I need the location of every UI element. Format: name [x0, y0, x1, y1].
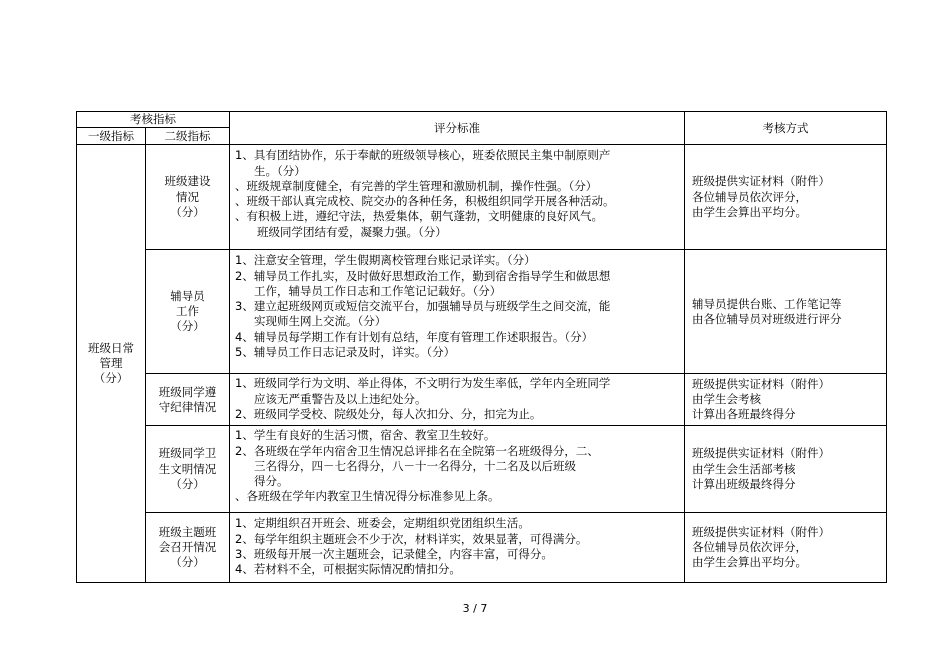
scoring-criteria: 1、具有团结协作，乐于奉献的班级领导核心，班委依照民主集中制原则产 生。（分） 、班级规章制度健全，有完善的学生管理和激励机制，操作性强。（分） 、班级干部认真完成校、院交办的各种任务，积极组织同学开展各种活动。 、有积极上进，遵纪守法，热爱集体，朝气蓬勃，文明健康的良好风气。 班级同学团结有爱，凝聚力强。（分）	[230, 145, 685, 250]
level2-indicator: 班级同学卫 生文明情况 （分）	[146, 426, 230, 513]
scoring-criteria: 1、定期组织召开班会、班委会，定期组织党团组织生活。 2、每学年组织主题班会不少于次，材料详实，效果显著，可得满分。 3、班级每开展一次主题班会，记录健全，内容丰富，可得分。 4、若材料不全，可根据实际情况酌情扣分。	[230, 513, 685, 583]
level2-indicator: 班级建设 情况 （分）	[146, 145, 230, 250]
table-row	[77, 426, 887, 513]
assessment-method: 班级提供实证材料（附件） 由学生会考核 计算出各班最终得分	[685, 374, 887, 426]
level1-indicator: 班级日常 管理 （分）	[77, 145, 146, 583]
header-criteria: 评分标准	[230, 112, 685, 145]
level2-indicator: 班级主题班 会召开情况 （分）	[146, 513, 230, 583]
level2-indicator: 班级同学遵 守纪律情况	[146, 374, 230, 426]
table-row	[77, 374, 887, 426]
scoring-criteria: 1、学生有良好的生活习惯，宿舍、教室卫生较好。 2、各班级在学年内宿舍卫生情况总评排名在全院第一名班级得分，二、 三名得分，四－七名得分，八－十一名得分，十二名及以后班级 得分。 、各班级在学年内教室卫生情况得分标准参见上条。	[230, 426, 685, 513]
table-row	[77, 250, 887, 374]
level2-indicator: 辅导员 工作 （分）	[146, 250, 230, 374]
assessment-method: 班级提供实证材料（附件） 各位辅导员依次评分， 由学生会算出平均分。	[685, 513, 887, 583]
assessment-method: 辅导员提供台账、工作笔记等 由各位辅导员对班级进行评分	[685, 250, 887, 374]
table-row	[77, 513, 887, 583]
scoring-criteria: 1、班级同学行为文明、举止得体，不文明行为发生率低，学年内全班同学 应该无严重警告及以上违纪处分。 2、班级同学受校、院级处分，每人次扣分、分，扣完为止。	[230, 374, 685, 426]
scoring-criteria: 1、注意安全管理，学生假期离校管理台账记录详实。（分） 2、辅导员工作扎实，及时做好思想政治工作，勤到宿舍指导学生和做思想 工作，辅导员工作日志和工作笔记记载好。（分） 3、建立起班级网页或短信交流平台，加强辅导员与班级学生之间交流，能 实现师生网上交流。（分） 4、辅导员每学期工作有计划有总结，年度有管理工作述职报告。（分） 5、辅导员工作日志记录及时，详实。（分）	[230, 250, 685, 374]
assessment-method: 班级提供实证材料（附件） 由学生会生活部考核 计算出班级最终得分	[685, 426, 887, 513]
assessment-table	[76, 111, 887, 583]
header-method: 考核方式	[685, 112, 887, 145]
header-level1: 一级指标	[77, 128, 146, 145]
header-level2: 二级指标	[146, 128, 230, 145]
table-row	[77, 145, 887, 250]
header-indicators: 考核指标	[77, 112, 230, 128]
page-number: 3 / 7	[462, 602, 488, 615]
assessment-method: 班级提供实证材料（附件） 各位辅导员依次评分， 由学生会算出平均分。	[685, 145, 887, 250]
